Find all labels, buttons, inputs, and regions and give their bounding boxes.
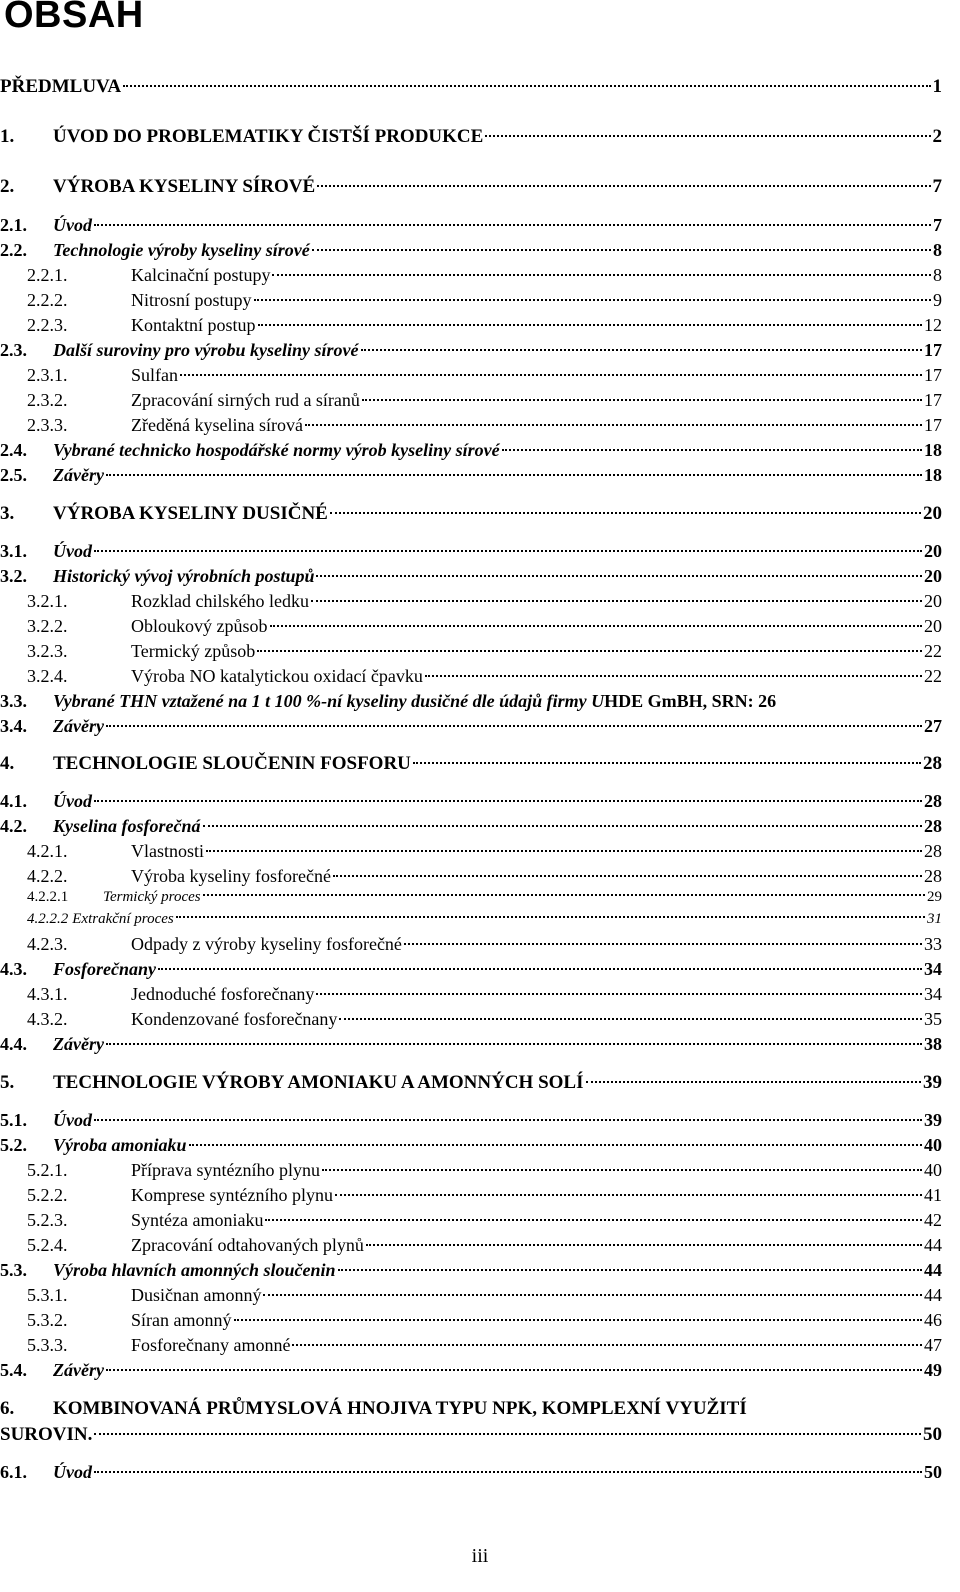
- toc-leader-dots: [180, 374, 922, 376]
- toc-entry-title: Síran amonný: [131, 1310, 232, 1330]
- toc-leader-dots: [106, 1043, 922, 1045]
- toc-entry-page: 20: [924, 566, 942, 586]
- toc-entry[interactable]: [0, 1072, 942, 1096]
- toc-entry-page: 20: [924, 616, 942, 636]
- toc-leader-dots: [272, 274, 931, 276]
- toc-entry-title: Sulfan: [131, 365, 178, 385]
- toc-entry-page: 39: [923, 1072, 942, 1093]
- toc-entry-number: 4.3.: [0, 959, 27, 979]
- toc-entry[interactable]: [0, 390, 942, 414]
- toc-entry[interactable]: [0, 934, 942, 958]
- toc-entry-page: 38: [924, 1034, 942, 1054]
- page-title: OBSAH: [4, 0, 144, 36]
- toc-entry-page: 50: [924, 1462, 942, 1482]
- toc-entry-title: Zředěná kyselina sírová: [131, 415, 303, 435]
- toc-entry[interactable]: [0, 365, 942, 389]
- toc-entry[interactable]: [0, 415, 942, 439]
- toc-leader-dots: [94, 1119, 922, 1121]
- toc-entry-page: 40: [924, 1160, 942, 1180]
- toc-entry[interactable]: [0, 126, 942, 150]
- toc-entry-page: 18: [924, 465, 942, 485]
- toc-leader-dots: [189, 1144, 922, 1146]
- toc-entry-number: 3.1.: [0, 541, 27, 561]
- toc-entry-page: 39: [924, 1110, 942, 1130]
- toc-entry-number: 2.3.3.: [27, 415, 68, 435]
- toc-entry-page: 17: [924, 340, 942, 360]
- toc-entry-page: 50: [923, 1424, 942, 1445]
- toc-leader-dots: [257, 650, 922, 652]
- toc-entry[interactable]: [0, 541, 942, 565]
- toc-entry-page: 28: [924, 816, 942, 836]
- toc-entry-title: Syntéza amoniaku: [131, 1210, 264, 1230]
- toc-entry-page: 28: [924, 866, 942, 886]
- toc-entry-page: 26: [758, 691, 777, 711]
- toc-leader-dots: [263, 1294, 922, 1296]
- toc-entry-number: 2.4.: [0, 440, 27, 460]
- toc-entry-title: Výroba NO katalytickou oxidací čpavku: [131, 666, 423, 686]
- toc-entry[interactable]: [0, 1285, 942, 1309]
- toc-entry-title: KOMBINOVANÁ PRŮMYSLOVÁ HNOJIVA TYPU NPK, KOMPLEXNÍ VYUŽITÍ: [53, 1398, 747, 1419]
- toc-entry-number: 3.2.3.: [27, 641, 68, 661]
- toc-entry-title: Termický způsob: [131, 641, 256, 661]
- toc-leader-dots: [338, 1269, 922, 1271]
- toc-leader-dots: [335, 1194, 922, 1196]
- toc-entry-page: 1: [932, 76, 942, 97]
- toc-entry-page: 44: [924, 1260, 942, 1280]
- toc-leader-dots: [330, 512, 921, 514]
- toc-entry-number: 5.3.2.: [27, 1310, 68, 1330]
- toc-entry-page: 22: [924, 641, 942, 661]
- toc-entry[interactable]: [0, 716, 942, 740]
- toc-entry[interactable]: [0, 753, 942, 777]
- toc-entry-page: 46: [924, 1310, 942, 1330]
- toc-entry-title: TECHNOLOGIE VÝROBY AMONIAKU A AMONNÝCH SOLÍ: [53, 1072, 584, 1093]
- page-number: iii: [471, 1545, 489, 1567]
- toc-entry[interactable]: [0, 1160, 942, 1184]
- toc-entry[interactable]: [0, 176, 942, 200]
- toc-entry-title: Zpracování sirných rud a síranů: [131, 390, 360, 410]
- toc-leader-dots: [94, 1471, 922, 1473]
- toc-entry[interactable]: [0, 1135, 942, 1159]
- toc-leader-dots: [123, 85, 930, 87]
- toc-entry-title: Extrakční proces: [72, 911, 174, 927]
- toc-leader-dots: [270, 625, 923, 627]
- toc-entry[interactable]: [0, 691, 942, 715]
- toc-leader-dots: [106, 725, 922, 727]
- toc-entry-title: Kondenzované fosforečnany: [131, 1009, 338, 1029]
- toc-entry[interactable]: [0, 440, 942, 464]
- toc-leader-dots: [258, 324, 923, 326]
- toc-entry-page: 34: [924, 959, 942, 979]
- toc-entry-title: Jednoduché fosforečnany: [131, 984, 315, 1004]
- toc-entry-number: 4.2.2.2: [27, 911, 69, 927]
- toc-leader-dots: [206, 850, 922, 852]
- toc-entry-number: 4.1.: [0, 791, 27, 811]
- toc-entry[interactable]: [0, 1260, 942, 1284]
- toc-entry-number: 2.3.: [0, 340, 27, 360]
- toc-entry[interactable]: [0, 290, 942, 314]
- toc-entry[interactable]: [0, 984, 942, 1008]
- toc-leader-dots: [106, 474, 922, 476]
- toc-entry[interactable]: [0, 591, 942, 615]
- toc-entry-title: Obloukový způsob: [131, 616, 268, 636]
- toc-leader-dots: [425, 675, 922, 677]
- toc-entry-number: 2.2.: [0, 240, 27, 260]
- toc-entry-title: Výroba kyseliny fosforečné: [131, 866, 331, 886]
- toc-entry-number: 4.3.2.: [27, 1009, 68, 1029]
- toc-entry-title: Závěry: [53, 465, 104, 485]
- toc-leader-dots: [413, 762, 921, 764]
- toc-leader-dots: [94, 224, 931, 226]
- toc-entry-number: 4.2.: [0, 816, 27, 836]
- toc-entry-title: ÚVOD DO PROBLEMATIKY ČISTŠÍ PRODUKCE: [53, 126, 484, 147]
- toc-entry-title: Úvod: [53, 1110, 92, 1130]
- toc-leader-dots: [361, 349, 923, 351]
- toc-entry-title: Odpady z výroby kyseliny fosforečné: [131, 934, 402, 954]
- toc-entry-page: 28: [924, 841, 942, 861]
- toc-entry[interactable]: [0, 791, 942, 815]
- toc-entry-number: 5.: [0, 1072, 15, 1093]
- toc-entry-number: 5.1.: [0, 1110, 27, 1130]
- toc-entry-title: Závěry: [53, 1360, 104, 1380]
- toc-entry-title-cont: SUROVIN.: [0, 1424, 93, 1445]
- toc-entry-page: 12: [924, 315, 942, 335]
- toc-entry-page: 20: [923, 503, 942, 524]
- toc-leader-dots: [322, 1169, 922, 1171]
- toc-entry[interactable]: [0, 1235, 942, 1259]
- toc-entry[interactable]: [0, 340, 942, 364]
- toc-entry[interactable]: [0, 1335, 942, 1359]
- toc-entry[interactable]: [0, 616, 942, 640]
- toc-entry[interactable]: [0, 1009, 942, 1033]
- toc-entry[interactable]: [0, 866, 942, 890]
- toc-entry-page: 20: [924, 591, 942, 611]
- toc-entry-number: 3.2.4.: [27, 666, 68, 686]
- toc-leader-dots: [312, 249, 931, 251]
- toc-leader-dots: [234, 1319, 923, 1321]
- toc-entry-title: VÝROBA KYSELINY DUSIČNÉ: [53, 503, 328, 524]
- toc-entry[interactable]: [0, 641, 942, 665]
- toc-entry-title: Kyselina fosforečná: [53, 816, 201, 836]
- toc-entry-number: 3.3.: [0, 691, 27, 711]
- toc-leader-dots: [317, 185, 930, 187]
- toc-entry-number: 6.1.: [0, 1462, 27, 1482]
- toc-entry-title-cont: HDE GmBH, SRN:: [604, 691, 754, 711]
- toc-entry[interactable]: [0, 215, 942, 239]
- toc-entry-number: 5.2.3.: [27, 1210, 68, 1230]
- toc-entry-title: Další suroviny pro výrobu kyseliny sírové: [53, 340, 359, 360]
- toc-entry-number: 4.2.1.: [27, 841, 68, 861]
- toc-entry-page: 31: [927, 911, 942, 927]
- toc-entry-page: 34: [924, 984, 942, 1004]
- toc-leader-dots: [311, 600, 922, 602]
- toc-entry-page: 29: [927, 889, 942, 905]
- toc-entry[interactable]: [0, 1398, 942, 1448]
- toc-entry-title: Výroba amoniaku: [53, 1135, 187, 1155]
- toc-entry-number: 4.2.3.: [27, 934, 68, 954]
- toc-entry-number: 4.2.2.1: [27, 889, 69, 905]
- toc-entry-title: PŘEDMLUVA: [0, 76, 122, 97]
- toc-entry-title: Výroba hlavních amonných sloučenin: [53, 1260, 336, 1280]
- toc-entry-page: 44: [924, 1235, 942, 1255]
- toc-entry-title: Závěry: [53, 716, 104, 736]
- toc-entry-number: 5.2.4.: [27, 1235, 68, 1255]
- toc-leader-dots: [485, 135, 930, 137]
- toc-entry-title: Úvod: [53, 1462, 92, 1482]
- toc-entry-page: 8: [933, 265, 942, 285]
- toc-entry[interactable]: [0, 566, 942, 590]
- toc-entry-page: 7: [932, 176, 942, 197]
- toc-entry-title: Kalcinační postupy: [131, 265, 271, 285]
- toc-entry-number: 5.3.: [0, 1260, 27, 1280]
- toc-leader-dots: [94, 550, 922, 552]
- toc-entry-title: Termický proces: [103, 889, 201, 905]
- toc-entry-page: 20: [924, 541, 942, 561]
- toc-entry[interactable]: [0, 503, 942, 527]
- toc-entry-title: Komprese syntézního plynu: [131, 1185, 333, 1205]
- toc-entry[interactable]: [0, 315, 942, 339]
- toc-leader-dots: [176, 916, 925, 918]
- toc-entry-number: 2.2.2.: [27, 290, 68, 310]
- toc-entry-number: 3.2.1.: [27, 591, 68, 611]
- toc-leader-dots: [94, 1433, 921, 1435]
- toc-leader-dots: [586, 1081, 922, 1083]
- toc-entry-page: 17: [924, 390, 942, 410]
- toc-entry-line-1: [0, 1398, 942, 1424]
- toc-entry-number: 2.3.2.: [27, 390, 68, 410]
- toc-entry[interactable]: [0, 465, 942, 489]
- toc-entry-title: Dusičnan amonný: [131, 1285, 262, 1305]
- toc-leader-dots: [362, 399, 922, 401]
- toc-entry-number: 2.: [0, 176, 15, 197]
- toc-entry-title: Úvod: [53, 791, 92, 811]
- toc-entry-page: 17: [924, 415, 942, 435]
- toc-entry[interactable]: [0, 816, 942, 840]
- toc-leader-dots: [203, 894, 925, 896]
- toc-entry-number: 3.: [0, 503, 15, 524]
- toc-entry-title: Příprava syntézního plynu: [131, 1160, 320, 1180]
- toc-entry-title: Zpracování odtahovaných plynů: [131, 1235, 364, 1255]
- toc-entry-page: 27: [924, 716, 942, 736]
- toc-entry-page: 28: [924, 791, 942, 811]
- toc-entry-number: 2.2.3.: [27, 315, 68, 335]
- toc-entry[interactable]: [0, 1360, 942, 1384]
- toc-entry-title: Vybrané THN vztažené na 1 t 100 %-ní kyseliny dusičné dle údajů firmy U: [53, 691, 605, 711]
- toc-entry-title: Vybrané technicko hospodářské normy výrob kyseliny sírové: [53, 440, 500, 460]
- toc-entry[interactable]: [0, 76, 942, 100]
- toc-leader-dots: [203, 825, 923, 827]
- toc-entry-number: 3.2.2.: [27, 616, 68, 636]
- toc-entry-number: 3.4.: [0, 716, 27, 736]
- toc-entry-number: 4.2.2.: [27, 866, 68, 886]
- toc-entry-page: 8: [933, 240, 942, 260]
- toc-entry[interactable]: [0, 1462, 942, 1486]
- toc-entry-title: Fosforečnany amonné: [131, 1335, 291, 1355]
- toc-entry-page: 47: [924, 1335, 942, 1355]
- toc-entry-number: 2.2.1.: [27, 265, 68, 285]
- toc-entry-title: Vlastnosti: [131, 841, 205, 861]
- toc-entry[interactable]: [0, 1185, 942, 1209]
- toc-entry-title: Kontaktní postup: [131, 315, 256, 335]
- toc-entry-number: 3.2.: [0, 566, 27, 586]
- toc-entry-page: 22: [924, 666, 942, 686]
- toc-entry-page: 2: [932, 126, 942, 147]
- toc-entry-page: 9: [933, 290, 942, 310]
- toc-leader-dots: [366, 1244, 922, 1246]
- toc-leader-dots: [305, 424, 922, 426]
- toc-entry-number: 4.3.1.: [27, 984, 68, 1004]
- toc-entry-page: 28: [923, 753, 942, 774]
- toc-entry-number: 5.2.2.: [27, 1185, 68, 1205]
- toc-entry-page: 49: [924, 1360, 942, 1380]
- toc-leader-dots: [404, 943, 922, 945]
- toc-entry-title: Úvod: [53, 215, 92, 235]
- toc-entry-title: Technologie výroby kyseliny sírové: [53, 240, 310, 260]
- toc-entry[interactable]: [0, 1210, 942, 1234]
- toc-entry-page: 33: [924, 934, 942, 954]
- toc-entry-number: 1.: [0, 126, 15, 147]
- toc-entry-title: VÝROBA KYSELINY SÍROVÉ: [53, 176, 316, 197]
- toc-entry-page: 17: [924, 365, 942, 385]
- toc-leader-dots: [333, 875, 922, 877]
- toc-leader-dots: [158, 968, 922, 970]
- toc-entry-number: 4.4.: [0, 1034, 27, 1054]
- toc-leader-dots: [292, 1344, 922, 1346]
- toc-entry-number: 5.3.3.: [27, 1335, 68, 1355]
- toc-entry-number: 5.2.1.: [27, 1160, 68, 1180]
- toc-entry-number: 5.2.: [0, 1135, 27, 1155]
- toc-entry-page: 35: [924, 1009, 942, 1029]
- toc-entry-number: 2.3.1.: [27, 365, 68, 385]
- toc-entry-number: 6.: [0, 1398, 15, 1419]
- toc-entry[interactable]: [0, 265, 942, 289]
- toc-entry[interactable]: [0, 959, 942, 983]
- toc-entry-title: Nitrosní postupy: [131, 290, 252, 310]
- toc-entry-number: 5.4.: [0, 1360, 27, 1380]
- toc-entry-page: 40: [924, 1135, 942, 1155]
- toc-leader-dots: [316, 575, 922, 577]
- toc-entry-number: 4.: [0, 753, 15, 774]
- toc-entry-title: TECHNOLOGIE SLOUČENIN FOSFORU: [53, 753, 411, 774]
- toc-entry-title: Úvod: [53, 541, 92, 561]
- toc-entry[interactable]: [0, 841, 942, 865]
- toc-entry[interactable]: [0, 889, 942, 913]
- toc-leader-dots: [265, 1219, 922, 1221]
- toc-entry-title: Rozklad chilského ledku: [131, 591, 309, 611]
- toc-entry-page: 41: [924, 1185, 942, 1205]
- toc-entry-title: Závěry: [53, 1034, 104, 1054]
- toc-entry[interactable]: [0, 240, 942, 264]
- toc-entry-number: 2.1.: [0, 215, 27, 235]
- toc-entry-number: 5.3.1.: [27, 1285, 68, 1305]
- toc-leader-dots: [339, 1018, 922, 1020]
- toc-entry[interactable]: [0, 1034, 942, 1058]
- toc-entry[interactable]: [0, 1310, 942, 1334]
- toc-entry[interactable]: [0, 911, 942, 935]
- toc-entry-page: 18: [924, 440, 942, 460]
- toc-entry-title: Fosforečnany: [53, 959, 156, 979]
- toc-leader-dots: [254, 299, 931, 301]
- toc-entry[interactable]: [0, 1110, 942, 1134]
- toc-leader-dots: [94, 800, 922, 802]
- toc-entry-page: 44: [924, 1285, 942, 1305]
- toc-entry-page: 42: [924, 1210, 942, 1230]
- toc-entry-number: 2.5.: [0, 465, 27, 485]
- toc-entry-line-2: [0, 1424, 942, 1448]
- toc-entry[interactable]: [0, 666, 942, 690]
- toc-entry-page: 7: [933, 215, 942, 235]
- toc-leader-dots: [316, 993, 922, 995]
- toc-leader-dots: [502, 449, 922, 451]
- toc-leader-dots: [106, 1369, 922, 1371]
- toc-entry-title: Historický vývoj výrobních postupů: [53, 566, 315, 586]
